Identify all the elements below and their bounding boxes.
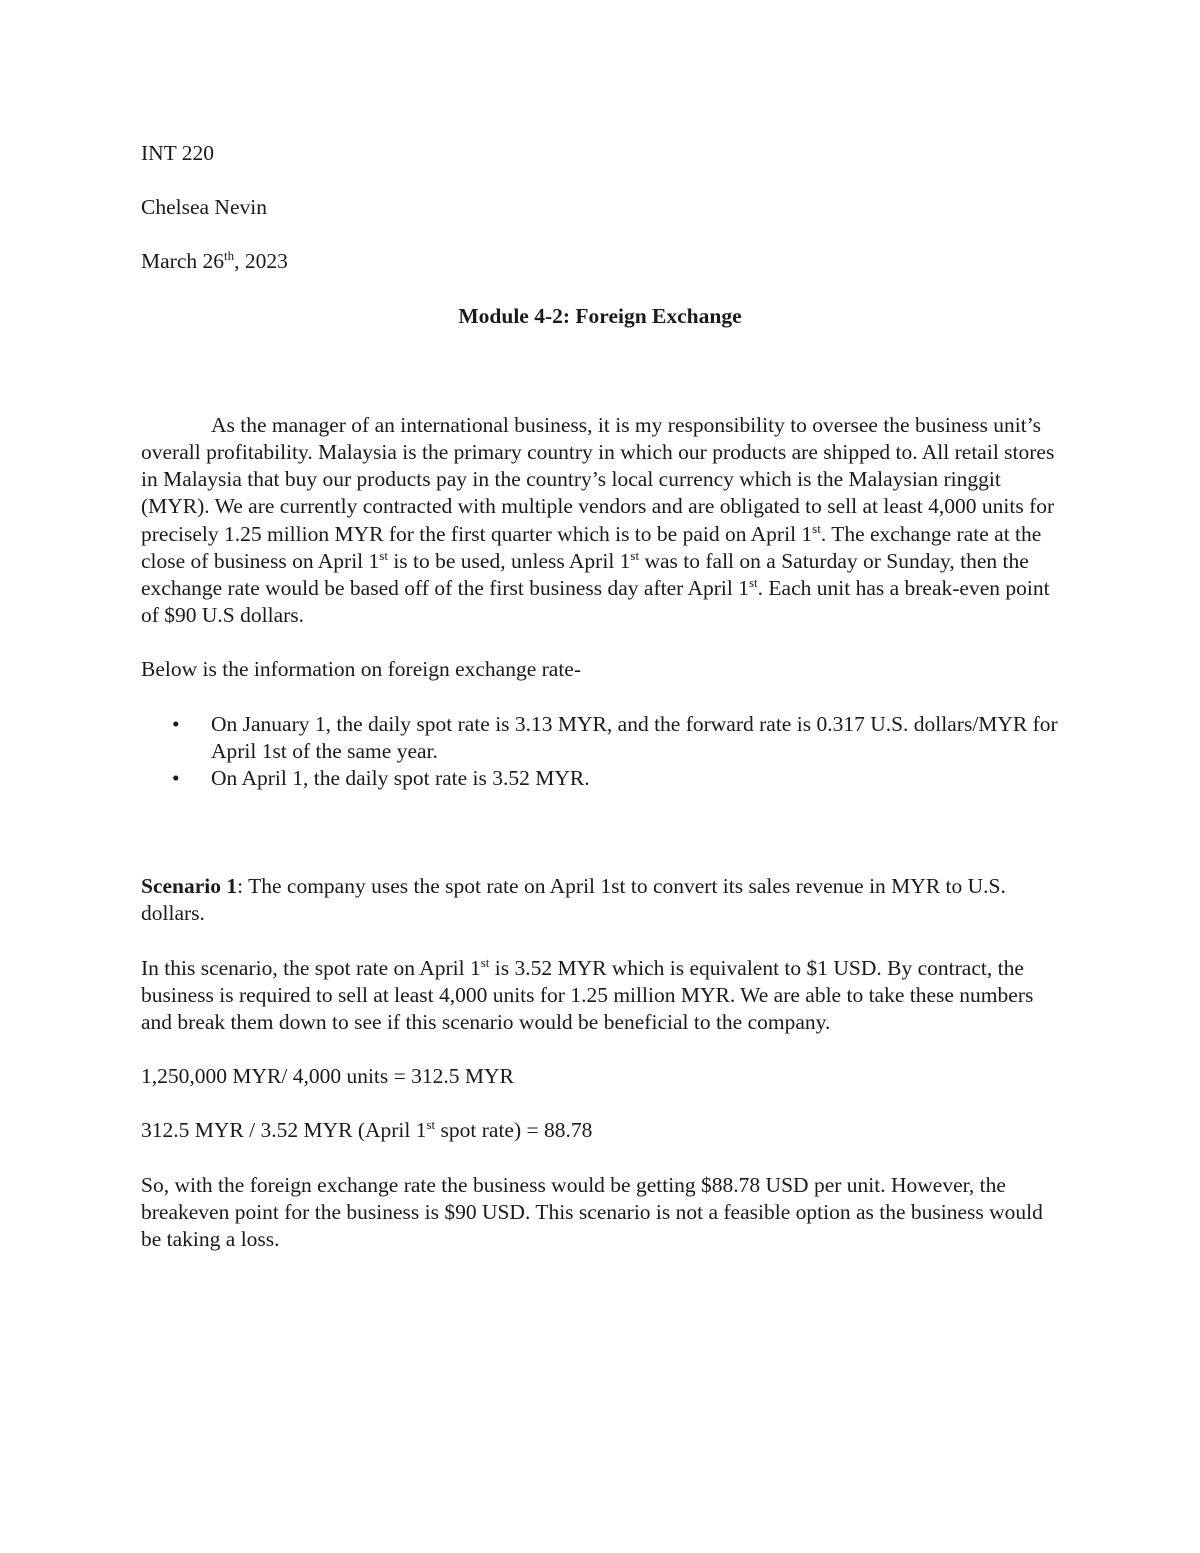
intro-sup-3: st — [630, 547, 640, 563]
scenario-1-para-text-2: is 3.52 MYR which is equivalent to $1 USD. By contract, the business is required to sell at least 4,000 units for 1.25 million MYR. We are able to take these numbers and break them down to see if this scenario would be beneficial to the company. — [141, 955, 1034, 1035]
date-suffix: th — [224, 248, 235, 264]
bullet-icon: • — [172, 711, 180, 736]
document-title: Module 4-2: Foreign Exchange — [458, 303, 742, 328]
scenario-1-para-text-1: In this scenario, the spot rate on April 1 — [141, 955, 481, 980]
scenario-1-heading — [141, 873, 1061, 927]
calculation-2 — [141, 1117, 1061, 1144]
list-item-text: On April 1, the daily spot rate is 3.52 MYR. — [211, 766, 590, 791]
intro-sup-1: st — [812, 520, 821, 536]
list-item — [141, 711, 1061, 765]
intro-sup-4: st — [748, 574, 758, 590]
course-code: INT 220 — [141, 141, 215, 165]
calc-2-text-1: 312.5 MYR / 3.52 MYR (April 1 — [141, 1118, 427, 1143]
intro-text-3: is to be used, unless April 1 — [387, 548, 631, 573]
intro-text-5: . Each unit has a break-even point of $90 U.S dollars. — [141, 576, 1050, 628]
document-page — [141, 140, 1061, 1253]
author-name: Chelsea Nevin — [141, 195, 267, 220]
scenario-1-label: Scenario 1 — [141, 874, 238, 899]
scenario-1-para-sup: st — [480, 954, 490, 970]
intro-text-1: As the manager of an international business, it is my responsibility to oversee the business unit’s overall profitability. Malaysia is the primary country in which our products are shipped to. All retail stores in Malaysia that buy our products pay in the country’s local currency which is the Malaysian ringgit (MYR). We are currently contracted with multiple vendors and are obligated to sell at least 4,000 units for precisely 1.25 million MYR for the first quarter which is to be paid on April 1 — [141, 412, 1055, 546]
document-date — [141, 248, 1061, 275]
fx-rate-list — [141, 711, 1061, 793]
date-text: March 26 — [141, 249, 224, 274]
calculation-1: 1,250,000 MYR/ 4,000 units = 312.5 MYR — [141, 1064, 514, 1089]
calc-2-text-2: spot rate) = 88.78 — [435, 1118, 593, 1143]
intro-text-4: was to fall on a Saturday or Sunday, then the exchange rate would be based off of the first business day after April 1 — [141, 548, 1029, 601]
scenario-1-text: : The company uses the spot rate on April 1st to convert its sales revenue in MYR to U.S. dollars. — [141, 874, 1006, 926]
fx-intro: Below is the information on foreign exchange rate- — [141, 657, 582, 682]
calc-2-sup: st — [426, 1117, 436, 1133]
intro-text-2: . The exchange rate at the close of business on April 1 — [141, 521, 1042, 573]
intro-sup-2: st — [379, 547, 388, 563]
bullet-icon: • — [172, 766, 180, 791]
date-year: , 2023 — [234, 249, 288, 274]
list-item-text: On January 1, the daily spot rate is 3.13 MYR, and the forward rate is 0.317 U.S. dollars/MYR for April 1st of the same year. — [211, 711, 1058, 763]
scenario-1-conclusion: So, with the foreign exchange rate the business would be getting $88.78 USD per unit. However, the breakeven point for the business is $90 USD. This scenario is not a feasible option as the business would be taking a loss. — [141, 1172, 1043, 1252]
list-item — [141, 765, 1061, 792]
intro-paragraph — [141, 412, 1061, 630]
scenario-1-paragraph — [141, 955, 1061, 1037]
